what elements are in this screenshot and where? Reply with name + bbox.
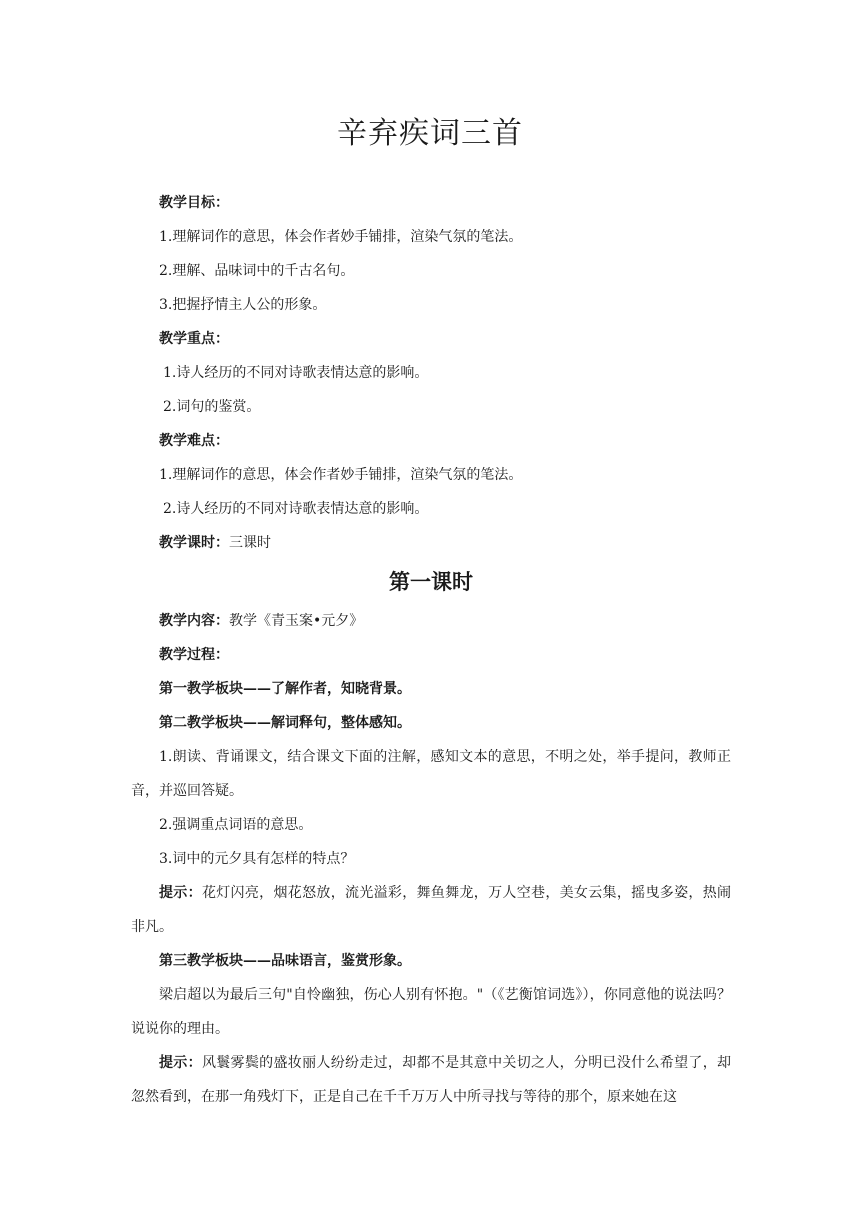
focus-label: 教学重点： bbox=[159, 331, 229, 347]
difficulty-item: 1.理解词作的意思，体会作者妙手铺排，渲染气氛的笔法。 bbox=[159, 467, 523, 483]
block-heading: 第二教学板块——解词释句，整体感知。 bbox=[159, 715, 411, 731]
hours-value: 三课时 bbox=[229, 535, 271, 551]
block2-item: 2.强调重点词语的意思。 bbox=[159, 817, 313, 833]
lesson1-heading: 第一课时 bbox=[389, 570, 473, 594]
block2-item: 1.朗读、背诵课文，结合课文下面的注解，感知文本的意思，不明之处，举手提问，教师正音，并巡回答疑。 bbox=[131, 749, 731, 799]
goal-item: 3.把握抒情主人公的形象。 bbox=[159, 297, 327, 313]
content-value: 教学《青玉案•元夕》 bbox=[229, 613, 364, 629]
goals-label: 教学目标： bbox=[159, 195, 229, 211]
content-line bbox=[131, 604, 731, 638]
hours-label: 教学课时： bbox=[159, 535, 229, 551]
hint-label: 提示： bbox=[159, 885, 202, 901]
block-heading: 第一教学板块——了解作者，知晓背景。 bbox=[159, 681, 411, 697]
content-label: 教学内容： bbox=[159, 613, 229, 629]
focus-item: 1.诗人经历的不同对诗歌表情达意的影响。 bbox=[163, 365, 429, 381]
difficulty-label: 教学难点： bbox=[159, 433, 229, 449]
hint-text: 风鬟雾鬓的盛妆丽人纷纷走过，却都不是其意中关切之人，分明已没什么希望了，却忽然看到，在那一角残灯下，正是自己在千千万万人中所寻找与等待的那个，原来她在这 bbox=[131, 1055, 732, 1105]
goal-item: 1.理解词作的意思，体会作者妙手铺排，渲染气氛的笔法。 bbox=[159, 229, 523, 245]
hint-label: 提示： bbox=[159, 1055, 202, 1071]
document-body bbox=[131, 186, 731, 1114]
hours-line bbox=[131, 526, 731, 560]
document-title: 辛弃疾词三首 bbox=[337, 116, 523, 151]
question-paragraph: 梁启超以为最后三句"自怜幽独，伤心人别有怀抱。"（《艺衡馆词选》），你同意他的说法吗？说说你的理由。 bbox=[131, 987, 731, 1037]
hint-paragraph bbox=[131, 1046, 731, 1114]
difficulty-item: 2.诗人经历的不同对诗歌表情达意的影响。 bbox=[163, 501, 429, 517]
hint-paragraph bbox=[131, 876, 731, 944]
focus-item: 2.词句的鉴赏。 bbox=[163, 399, 261, 415]
goal-item: 2.理解、品味词中的千古名句。 bbox=[159, 263, 355, 279]
process-label: 教学过程： bbox=[159, 647, 229, 663]
hint-text: 花灯闪亮，烟花怒放，流光溢彩，舞鱼舞龙，万人空巷，美女云集，摇曳多姿，热闹非凡。 bbox=[131, 885, 732, 935]
block-heading: 第三教学板块——品味语言，鉴赏形象。 bbox=[159, 953, 411, 969]
block2-item: 3.词中的元夕具有怎样的特点？ bbox=[159, 851, 355, 867]
